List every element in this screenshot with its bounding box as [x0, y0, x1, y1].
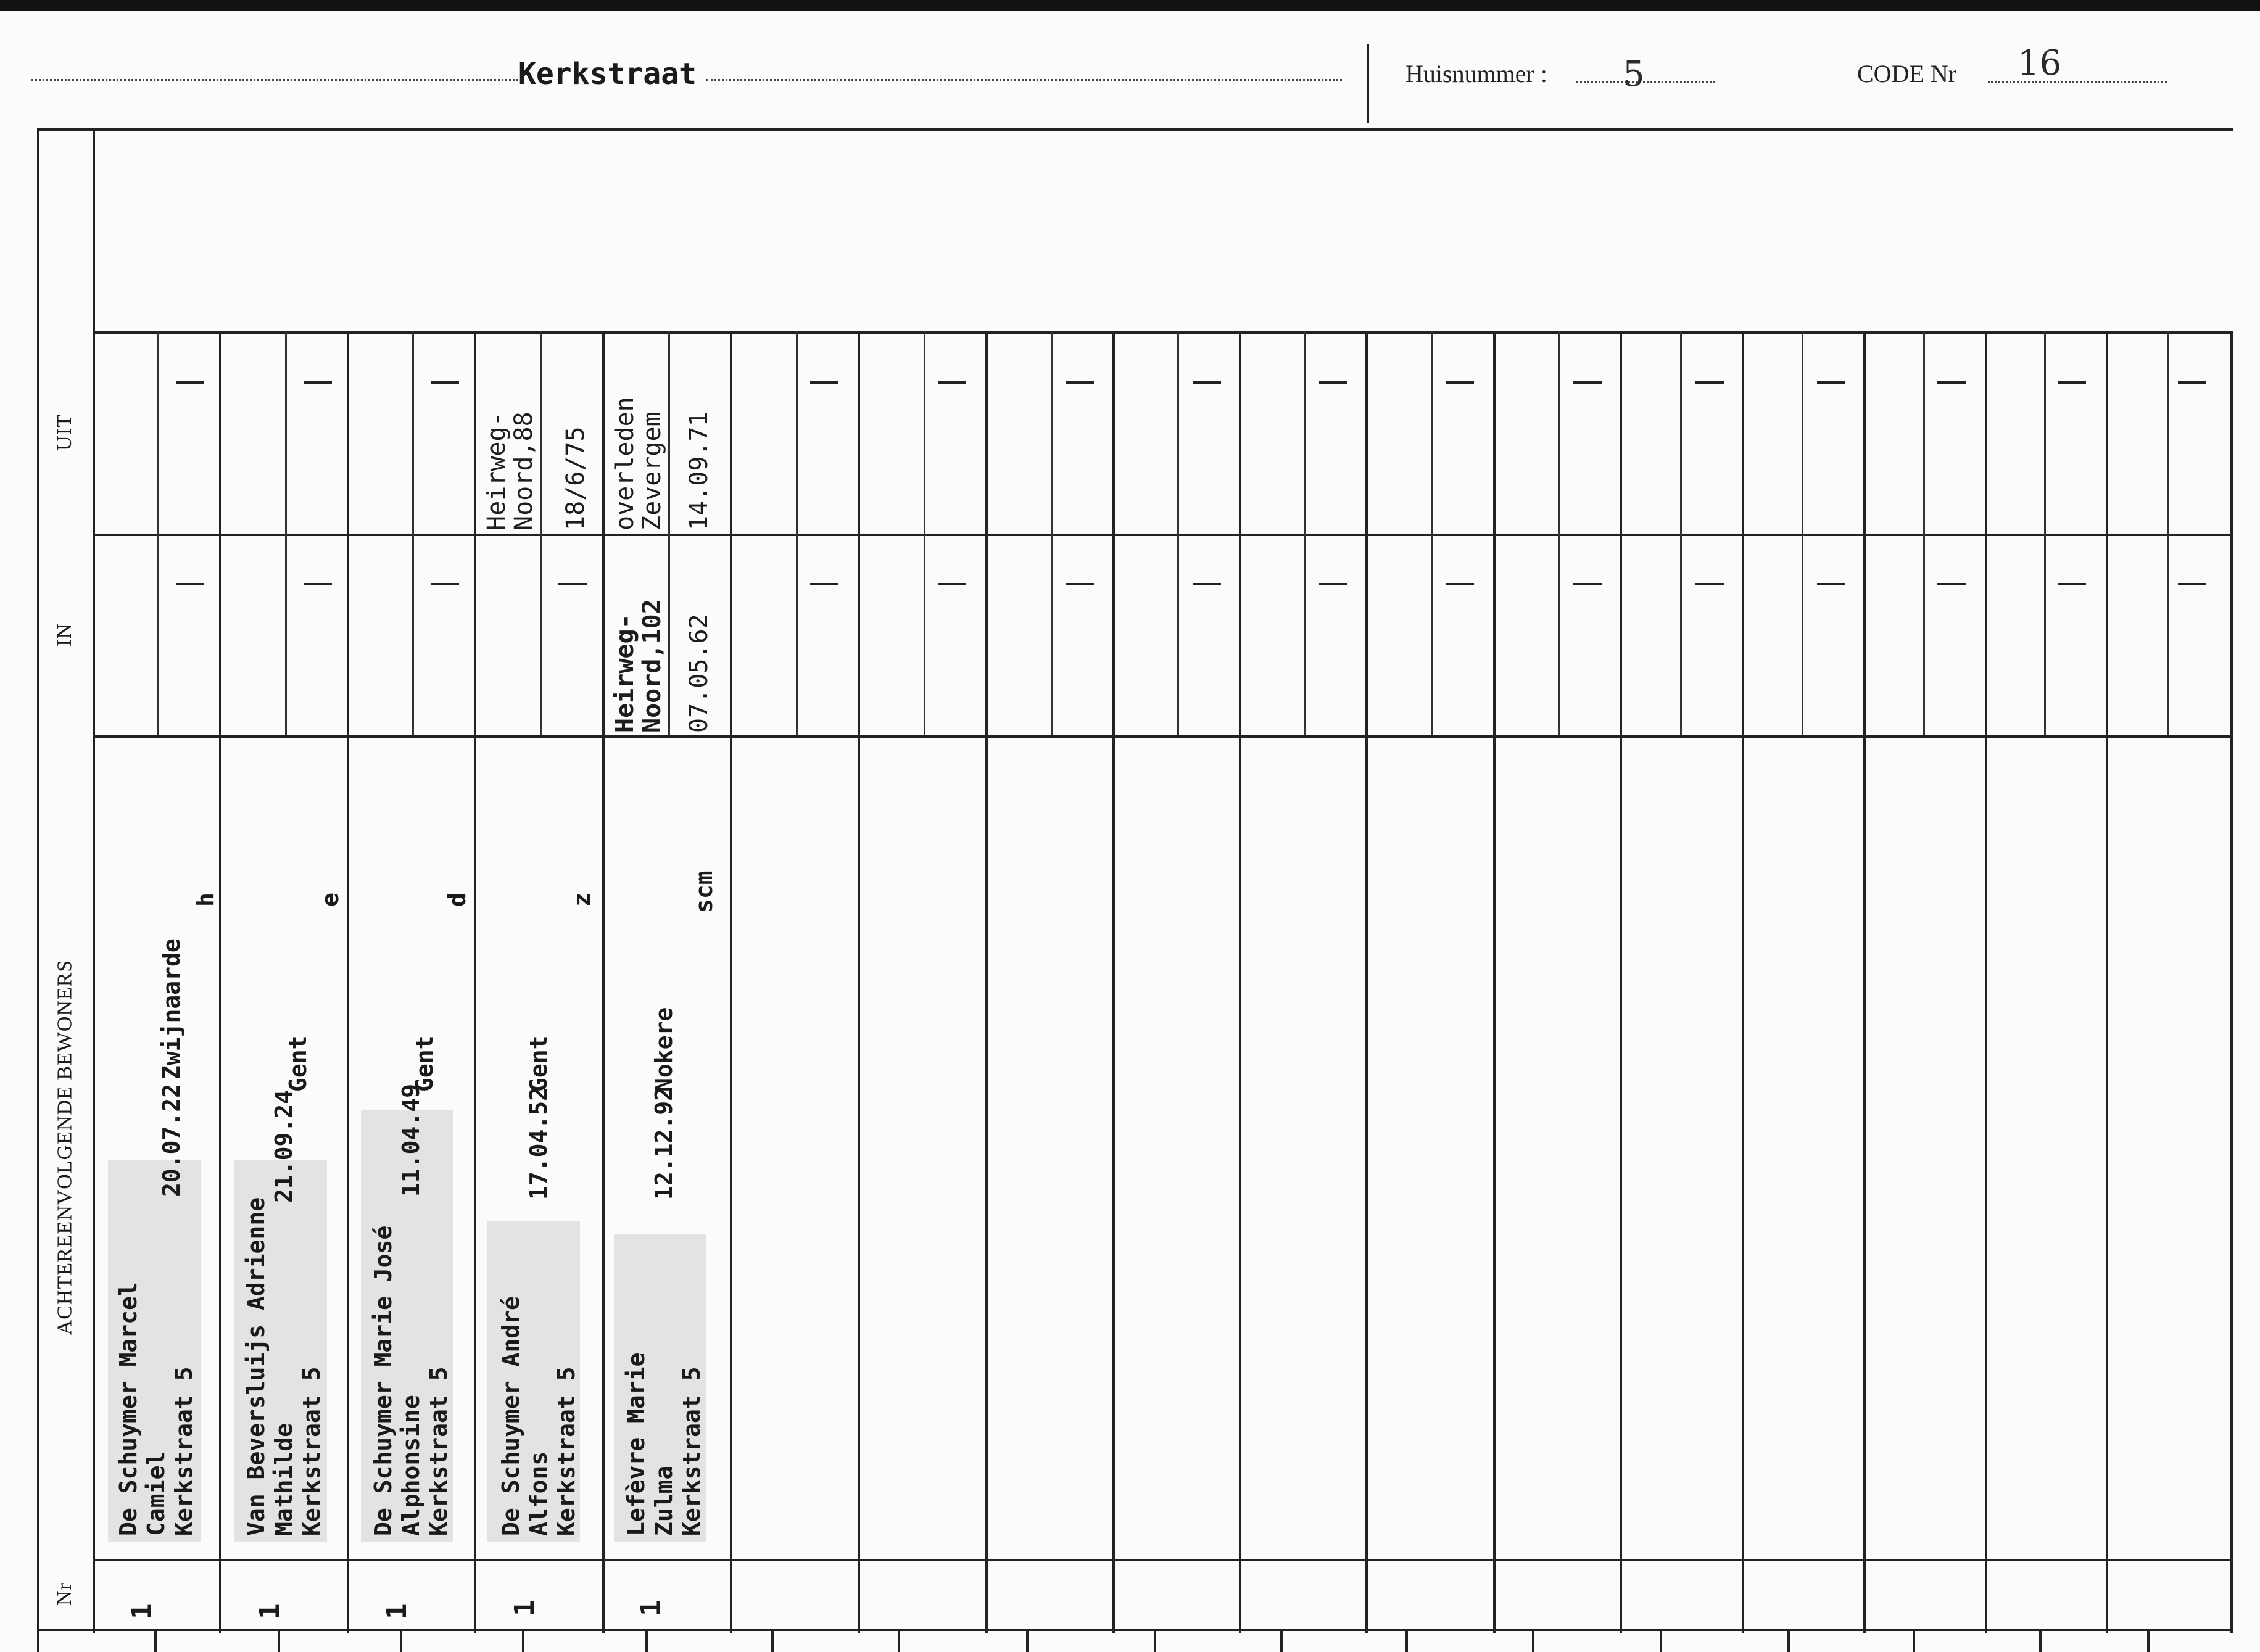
bottom-tick [771, 1629, 774, 1652]
resident-1-address: Kerkstraat 5 [170, 1366, 197, 1536]
bottom-tick [400, 1629, 402, 1652]
col-divider-10 [1365, 331, 1368, 1633]
sub-divider-10 [1304, 331, 1306, 735]
uit-dash [1319, 381, 1347, 384]
uit-address-col4-line2: Noord,88 [510, 411, 538, 531]
resident-5-birthdate: 12.12.92 [650, 1086, 677, 1200]
col-divider-5 [730, 331, 732, 1633]
in-dash [1319, 583, 1347, 585]
uit-dash [2058, 381, 2086, 384]
resident-2-firstname: Mathilde [270, 1423, 297, 1536]
in-dash [1193, 583, 1221, 585]
uit-label: UIT [53, 414, 76, 451]
bottom-tick [154, 1629, 157, 1652]
uit-dash [938, 381, 966, 384]
resident-4-code: z [568, 893, 595, 907]
uit-address-col4-line1: Heirweg- [482, 411, 511, 531]
house-number-label: Huisnummer : [1405, 60, 1547, 88]
resident-5-name: Lefèvre Marie [623, 1352, 650, 1536]
nr-label: Nr [52, 1582, 76, 1606]
residents-label: ACHTEREENVOLGENDE BEWONERS [53, 959, 77, 1335]
uit-label-cell [37, 331, 93, 534]
in-dash [1573, 583, 1602, 585]
bottom-tick [1660, 1629, 1662, 1652]
resident-5-code: scm [690, 870, 718, 913]
sub-divider-9 [1177, 331, 1179, 735]
resident-4-birthdate: 17.04.52 [525, 1086, 552, 1200]
uit-date-col4: 18/6/75 [561, 426, 590, 531]
resident-3-code: d [444, 893, 471, 907]
in-dash [431, 583, 459, 585]
resident-3-address: Kerkstraat 5 [425, 1366, 452, 1536]
residents-row-top [93, 735, 2233, 738]
sub-divider-12 [1558, 331, 1560, 735]
residents-label-cell [37, 735, 93, 1559]
col-divider-2 [347, 331, 349, 1633]
bottom-tick [898, 1629, 900, 1652]
in-dash [1066, 583, 1094, 585]
sub-divider-1 [157, 331, 159, 735]
bottom-tick [1026, 1629, 1029, 1652]
street-dotline-right [706, 79, 1342, 81]
uit-dash [176, 381, 204, 384]
in-dash [1817, 583, 1845, 585]
col-divider-9 [1239, 331, 1241, 1633]
in-dash [176, 583, 204, 585]
bottom-tick [522, 1629, 524, 1652]
resident-2-name: Van Beversluijs Adrienne [242, 1197, 270, 1536]
col-divider-1 [219, 331, 221, 1633]
resident-2-address: Kerkstraat 5 [298, 1366, 325, 1536]
street-dotline-left [31, 79, 518, 81]
resident-5-nr: 1 [635, 1600, 667, 1616]
in-label-cell [37, 534, 93, 735]
resident-1-code: h [192, 893, 219, 907]
in-dash [810, 583, 838, 585]
uit-dash [2178, 381, 2206, 384]
sub-divider-17 [2167, 331, 2169, 735]
col-divider-3 [474, 331, 476, 1633]
uit-note-col5-line1: overleden [611, 397, 639, 531]
resident-3-nr: 1 [381, 1603, 413, 1619]
col-divider-4 [602, 331, 605, 1633]
uit-dash [1817, 381, 1845, 384]
resident-4-nr: 1 [509, 1600, 540, 1616]
house-number-dotline [1576, 81, 1715, 83]
bottom-tick [1787, 1629, 1790, 1652]
bottom-tick [2039, 1629, 2042, 1652]
resident-4-birthplace: Gent [525, 1035, 552, 1092]
uit-dash [1446, 381, 1474, 384]
in-dash [2178, 583, 2206, 585]
sub-divider-5 [668, 331, 670, 735]
sub-divider-11 [1431, 331, 1433, 735]
code-number-value: 16 [2018, 43, 2062, 83]
sub-divider-15 [1923, 331, 1925, 735]
in-dash [304, 583, 332, 585]
sub-divider-16 [2044, 331, 2046, 735]
bottom-tick [1532, 1629, 1534, 1652]
resident-4-address: Kerkstraat 5 [553, 1366, 580, 1536]
nr-row-top [93, 1559, 2233, 1561]
in-address-col5-line2: Noord,102 [638, 599, 666, 733]
in-dash [2058, 583, 2086, 585]
resident-5-address: Kerkstraat 5 [678, 1366, 705, 1536]
resident-5-birthplace: Nokere [650, 1007, 677, 1092]
resident-1-name: De Schuymer Marcel [115, 1282, 142, 1536]
bottom-tick [1154, 1629, 1156, 1652]
uit-dash [1193, 381, 1221, 384]
in-dash [1446, 583, 1474, 585]
code-dotline [1988, 81, 2167, 83]
col-divider-17 [2230, 331, 2233, 1633]
resident-1-nr: 1 [126, 1603, 158, 1619]
sub-divider-2 [285, 331, 287, 735]
resident-1-firstname: Camiel [143, 1451, 170, 1536]
sub-divider-14 [1802, 331, 1803, 735]
uit-dash [1066, 381, 1094, 384]
uit-dash [810, 381, 838, 384]
resident-3-name: De Schuymer Marie José [370, 1225, 397, 1536]
in-address-col5-line1: Heirweg- [611, 614, 639, 733]
col-divider-6 [858, 331, 860, 1633]
in-date-col5: 07.05.62 [685, 614, 713, 733]
resident-2-code: e [317, 893, 344, 907]
bottom-tick [278, 1629, 280, 1652]
in-dash [938, 583, 966, 585]
resident-2-birthplace: Gent [284, 1035, 312, 1092]
bottom-tick [1913, 1629, 1915, 1652]
bottom-tick [2147, 1629, 2150, 1652]
street-name: Kerkstraat [518, 57, 697, 91]
sub-divider-13 [1680, 331, 1682, 735]
frame-bottom [37, 1629, 2233, 1631]
code-label: CODE Nr [1857, 60, 1957, 88]
in-dash [1937, 583, 1966, 585]
uit-dash [1573, 381, 1602, 384]
uit-dash [1937, 381, 1966, 384]
sub-divider-8 [1051, 331, 1053, 735]
resident-2-birthdate: 21.09.24 [270, 1089, 297, 1203]
sub-divider-3 [412, 331, 414, 735]
uit-note-col5-line2: Zevergem [638, 411, 666, 531]
in-label: IN [52, 622, 76, 646]
sub-divider-7 [924, 331, 925, 735]
sub-divider-6 [796, 331, 798, 735]
resident-3-birthdate: 11.04.49 [397, 1083, 424, 1197]
resident-1-birthplace: Zwijnaarde [158, 938, 185, 1080]
frame-top [37, 128, 2233, 131]
col-divider-16 [2106, 331, 2108, 1633]
bottom-tick [1280, 1629, 1283, 1652]
house-number-value: 5 [1623, 54, 1645, 94]
in-dash [1695, 583, 1724, 585]
col-divider-15 [1985, 331, 1987, 1633]
resident-3-firstname: Alphonsine [397, 1395, 424, 1536]
bottom-tick [1405, 1629, 1408, 1652]
col-divider-8 [1112, 331, 1115, 1633]
uit-dash [304, 381, 332, 384]
resident-5-firstname: Zulma [650, 1465, 677, 1536]
top-border [0, 0, 2260, 11]
resident-4-firstname: Alfons [525, 1451, 552, 1536]
col-divider-13 [1742, 331, 1744, 1633]
header-divider [1367, 44, 1369, 123]
label-column-divider [93, 128, 95, 1633]
uit-dash [1695, 381, 1724, 384]
nr-label-cell [37, 1559, 93, 1629]
resident-2-nr: 1 [254, 1603, 286, 1619]
resident-3-birthplace: Gent [411, 1035, 438, 1092]
bottom-tick [645, 1629, 648, 1652]
uit-dash [431, 381, 459, 384]
col-divider-11 [1493, 331, 1496, 1633]
col-divider-14 [1863, 331, 1866, 1633]
in-dash [558, 583, 587, 585]
col-divider-7 [985, 331, 988, 1633]
uit-date-col5: 14.09.71 [685, 411, 713, 531]
sub-divider-4 [540, 331, 542, 735]
resident-1-birthdate: 20.07.22 [158, 1083, 185, 1197]
col-divider-12 [1620, 331, 1622, 1633]
resident-4-name: De Schuymer André [497, 1296, 524, 1536]
